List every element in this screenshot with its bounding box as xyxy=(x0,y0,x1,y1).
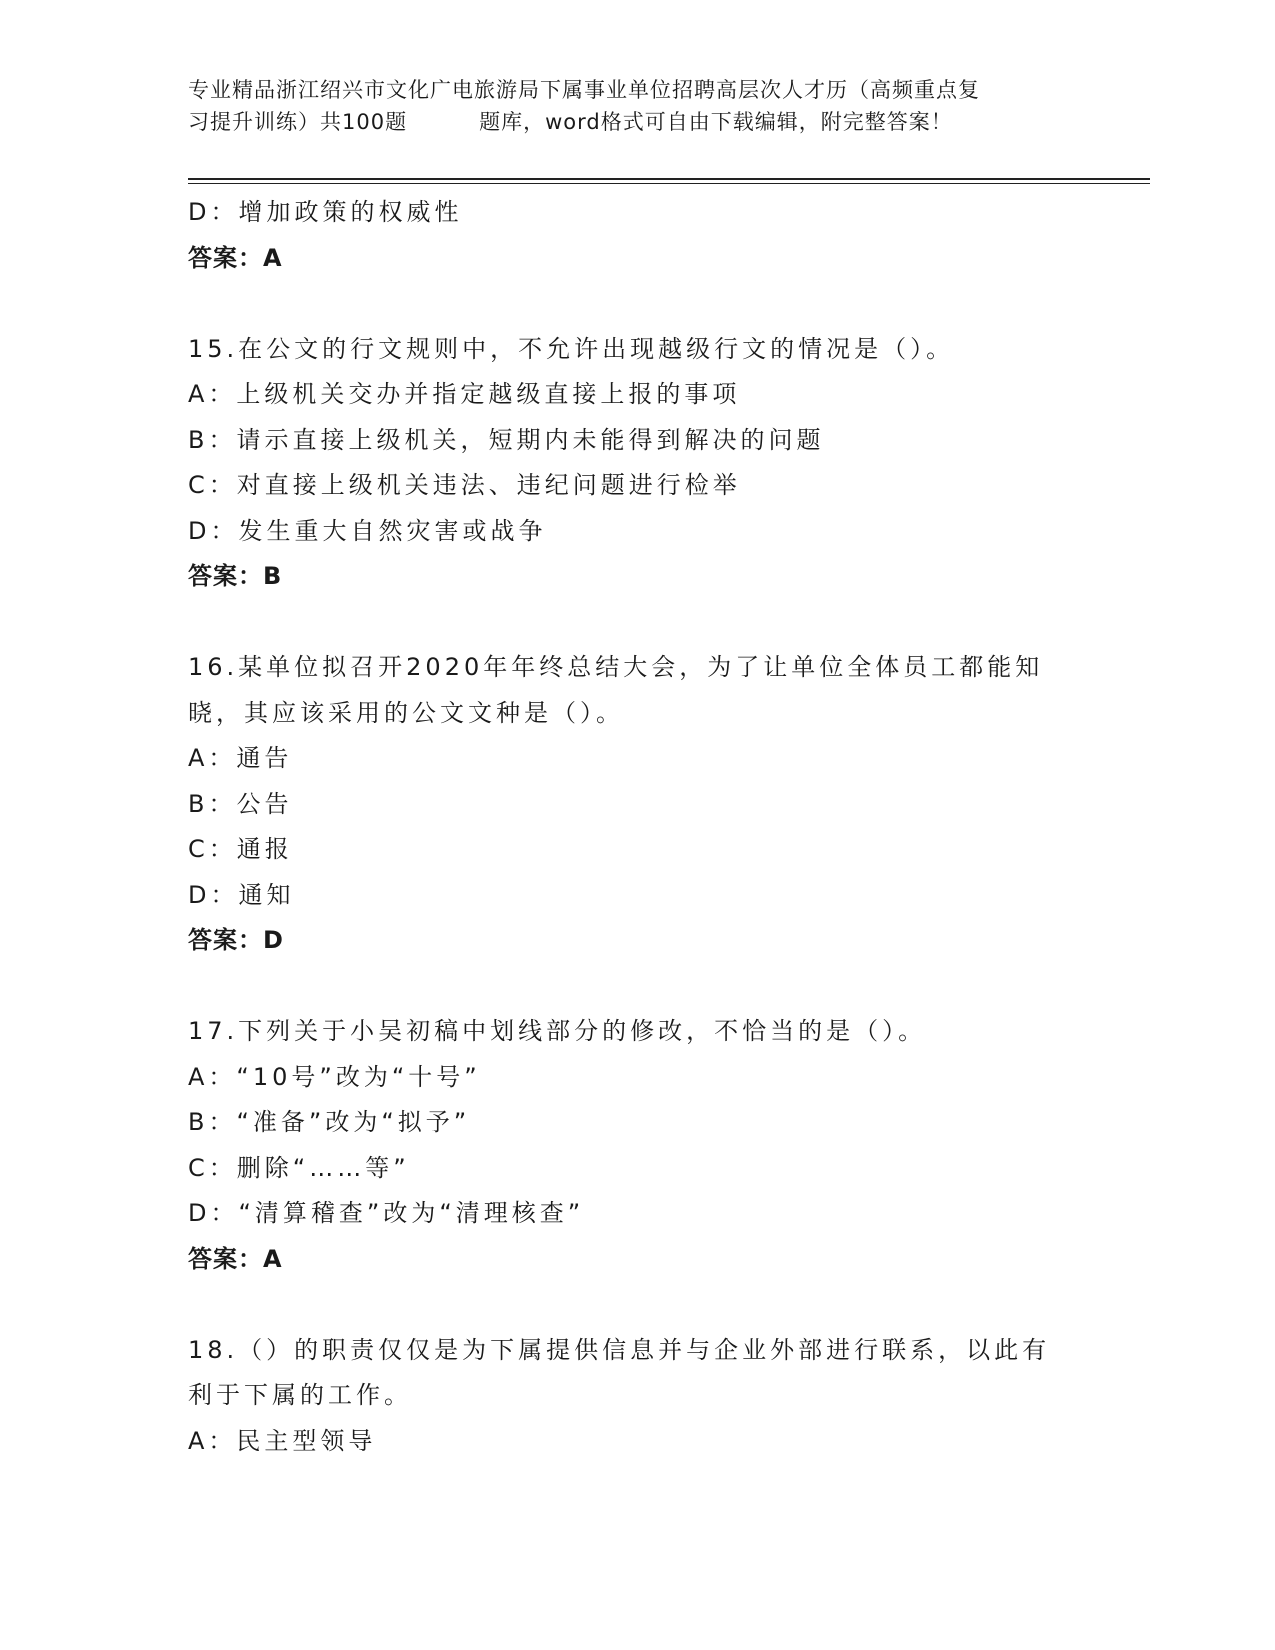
q16-stem-line-1: 16.某单位拟召开2020年年终总结大会，为了让单位全体员工都能知 xyxy=(188,653,1044,681)
document-header xyxy=(188,74,1088,138)
q17-option-b: B：“准备”改为“拟予” xyxy=(188,1108,471,1136)
q15-option-a: A：上级机关交办并指定越级直接上报的事项 xyxy=(188,380,741,408)
q15-option-d: D：发生重大自然灾害或战争 xyxy=(188,516,547,545)
q17-answer: 答案：A xyxy=(188,1244,283,1273)
q16-stem-line-2: 晓，其应该采用的公文文种是（）。 xyxy=(188,698,624,727)
q14-answer: 答案：A xyxy=(188,243,283,272)
q15-stem: 15.在公文的行文规则中，不允许出现越级行文的情况是（）。 xyxy=(188,334,955,363)
q17-option-d: D：“清算稽查”改为“清理核查” xyxy=(188,1199,585,1227)
q18-stem-line-1: 18.（）的职责仅仅是为下属提供信息并与企业外部进行联系，以此有 xyxy=(188,1335,1051,1364)
q18-option-a: A：民主型领导 xyxy=(188,1426,377,1455)
q15-answer: 答案：B xyxy=(188,562,283,590)
q17-option-a: A：“10号”改为“十号” xyxy=(188,1062,481,1091)
q16-option-d: D：通知 xyxy=(188,880,295,909)
header-title-line-2-end: 题库，word格式可自由下载编辑，附完整答案！ xyxy=(479,110,953,134)
header-divider-thin xyxy=(188,183,1150,184)
q18-stem-line-2: 利于下属的工作。 xyxy=(188,1381,412,1409)
q16-option-a: A：通告 xyxy=(188,744,293,772)
header-title-line-1: 专业精品浙江绍兴市文化广电旅游局下属事业单位招聘高层次人才历（高频重点复 xyxy=(188,78,980,102)
q15-option-b: B：请示直接上级机关，短期内未能得到解决的问题 xyxy=(188,425,825,454)
q16-option-b: B：公告 xyxy=(188,789,293,818)
q16-answer: 答案：D xyxy=(188,926,284,954)
q17-stem: 17.下列关于小吴初稿中划线部分的修改，不恰当的是（）。 xyxy=(188,1017,927,1045)
header-title-line-2 xyxy=(188,106,1088,138)
header-title-line-2-start: 习提升训练）共100题 xyxy=(188,110,408,134)
question-list xyxy=(188,190,1088,1464)
q17-option-c: C：删除“……等” xyxy=(188,1153,410,1182)
q15-option-c: C：对直接上级机关违法、违纪问题进行检举 xyxy=(188,471,741,499)
q16-option-c: C：通报 xyxy=(188,835,293,863)
header-divider-thick xyxy=(188,178,1150,180)
q14-option-d: D：增加政策的权威性 xyxy=(188,198,463,226)
